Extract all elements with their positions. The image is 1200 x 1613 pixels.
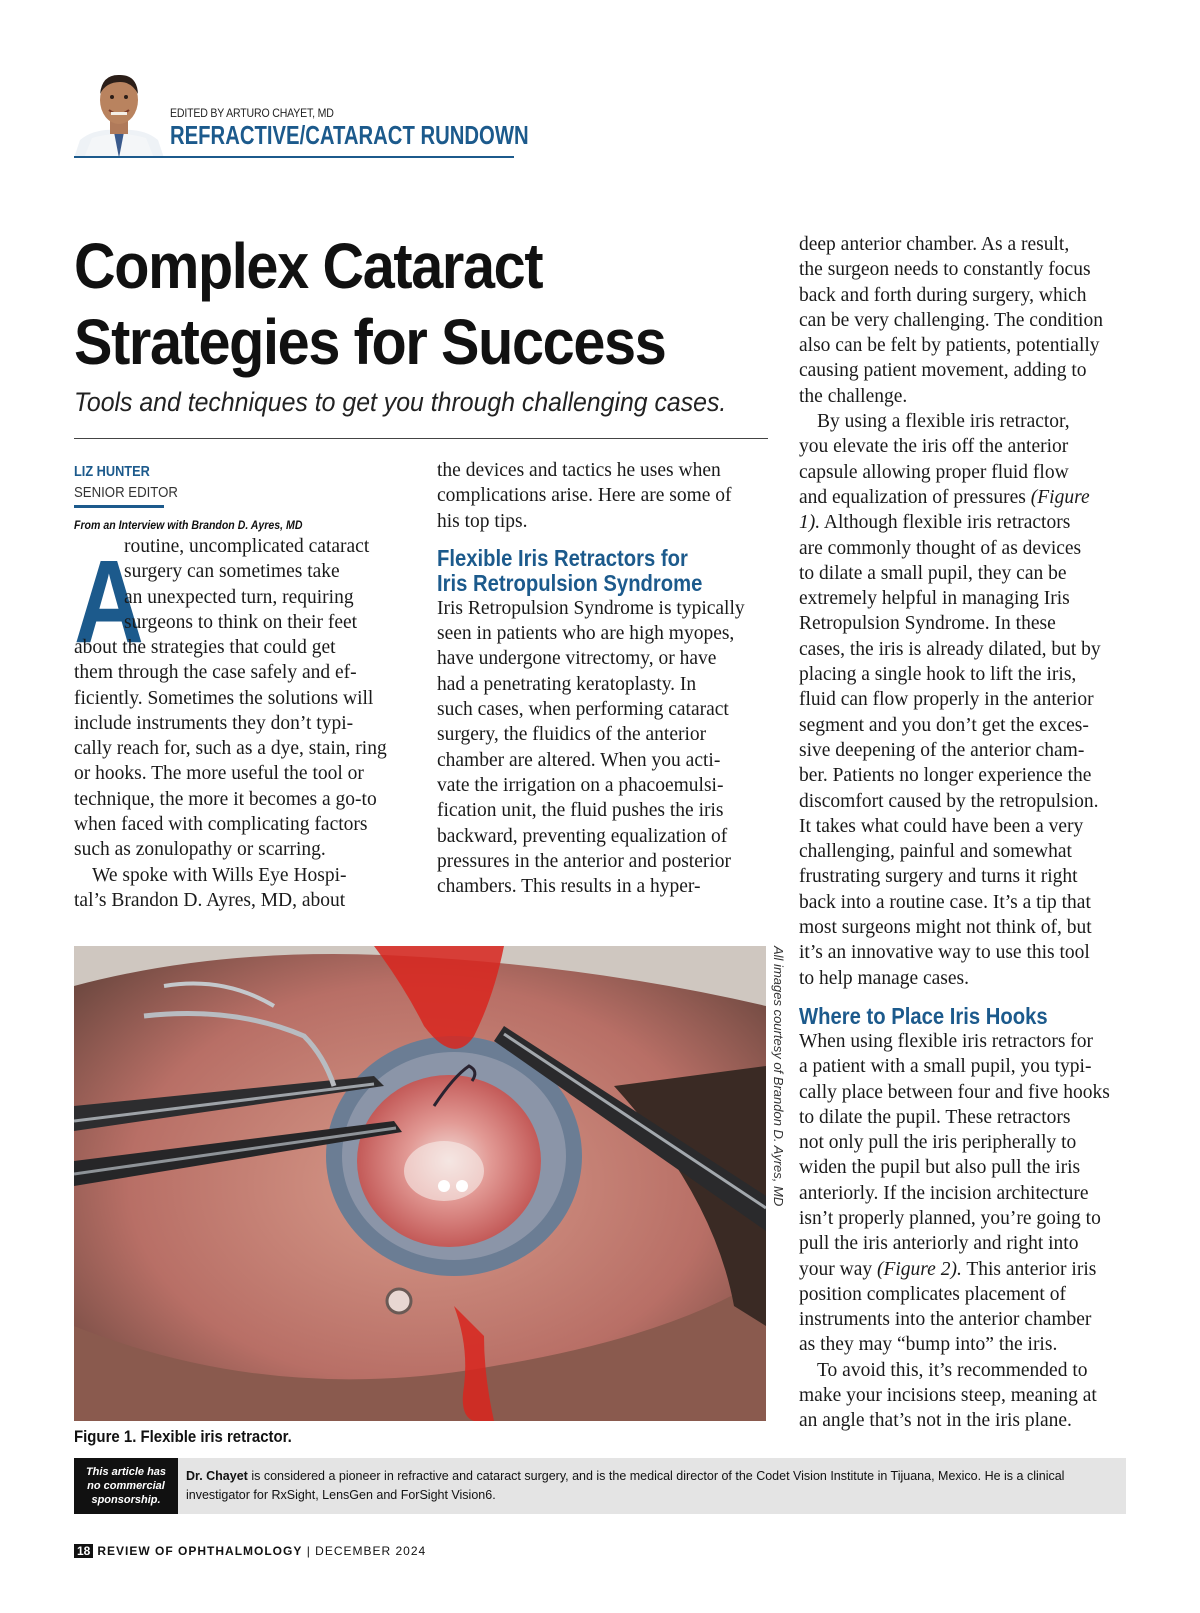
body-line: make your incisions steep, meaning at: [799, 1385, 1097, 1407]
body-line: segment and you don’t get the exces-: [799, 714, 1089, 736]
body-line: it’s an innovative way to use this tool: [799, 942, 1090, 964]
body-line: sive deepening of the anterior cham-: [799, 739, 1085, 761]
body-line: you elevate the iris off the anterior: [799, 436, 1069, 458]
body-line: when faced with complicating factors: [74, 814, 368, 836]
sponsorship-line-3: sponsorship.: [91, 1494, 161, 1506]
heading-line-2: Iris Retropulsion Syndrome: [437, 569, 703, 596]
body-line: cases, the iris is already dilated, but by: [799, 638, 1101, 660]
author-name: LIZ HUNTER: [74, 463, 150, 480]
credit-text: All images courtesy of Brandon D. Ayres, MD: [771, 946, 786, 1207]
body-line: frustrating surgery and turns it right: [799, 866, 1078, 888]
body-line: chamber are altered. When you acti-: [437, 749, 721, 771]
body-line: ber. Patients no longer experience the: [799, 765, 1092, 787]
body-line: To avoid this, it’s recommended to: [817, 1359, 1088, 1381]
edited-by: EDITED BY ARTURO CHAYET, MD: [170, 106, 334, 120]
body-line: also can be felt by patients, potentially: [799, 335, 1100, 357]
body-line: an angle that’s not in the iris plane.: [799, 1410, 1072, 1432]
author-rule: [74, 505, 164, 508]
body-line: surgery, the fluidics of the anterior: [437, 724, 707, 746]
sponsorship-line-1: This article has: [85, 1466, 167, 1478]
body-line: isn’t properly planned, you’re going to: [799, 1207, 1101, 1229]
body-line: surgery can sometimes take: [124, 561, 340, 583]
article-subtitle: Tools and techniques to get you through challenging cases.: [74, 387, 727, 417]
publication-name: REVIEW OF OPHTHALMOLOGY: [97, 1544, 303, 1558]
body-line: fication unit, the fluid pushes the iris: [437, 800, 724, 822]
figure-1-caption: Figure 1. Flexible iris retractor.: [74, 1427, 292, 1446]
editor-bio-text: is considered a pioneer in refractive and cataract surgery, and is the medical director of the Codet Vision Institute in Tijuana, Mexico. He is a clinical investigator for RxSight, LensGen and ForSight Vision6.: [186, 1469, 1065, 1502]
section-heading-retractors: [437, 546, 708, 596]
body-line: It takes what could have been a very: [799, 815, 1084, 837]
figure-1-image: [74, 946, 766, 1421]
interview-note: From an Interview with Brandon D. Ayres, MD: [74, 518, 303, 532]
body-line: an unexpected turn, requiring: [124, 586, 354, 608]
article-title: [74, 228, 704, 380]
body-line: By using a flexible iris retractor,: [817, 411, 1070, 433]
body-line: seen in patients who are high myopes,: [437, 623, 735, 645]
body-line: his top tips.: [437, 510, 528, 532]
heading-line-1: Flexible Iris Retractors for: [437, 544, 688, 571]
body-line: had a penetrating keratoplasty. In: [437, 673, 697, 695]
body-line: about the strategies that could get: [74, 637, 336, 658]
editor-portrait: [74, 70, 164, 158]
body-column-3: [799, 232, 1110, 1434]
title-line-2: Strategies for Success: [74, 306, 666, 378]
body-column-1-wrap: [124, 534, 369, 635]
body-line: most surgeons might not think of, but: [799, 917, 1092, 939]
body-line: a patient with a small pupil, you typi-: [799, 1056, 1092, 1078]
figure-1-ref-cont: 1).: [799, 512, 821, 534]
sponsorship-note: [74, 1458, 178, 1514]
text-fragment: and equalization of pressures: [799, 486, 1031, 508]
body-column-2: [437, 458, 745, 899]
body-line: can be very challenging. The condition: [799, 309, 1103, 331]
body-line: as they may “bump into” the iris.: [799, 1334, 1058, 1356]
body-line: back and forth during surgery, which: [799, 284, 1087, 306]
body-line: or hooks. The more useful the tool or: [74, 763, 364, 785]
body-line-fig1: [799, 485, 1110, 510]
body-line: pressures in the anterior and posterior: [437, 850, 732, 872]
sponsorship-line-2: no commercial: [87, 1480, 165, 1492]
body-line: vate the irrigation on a phacoemulsi-: [437, 774, 724, 796]
body-line: chambers. This results in a hyper-: [437, 876, 701, 898]
text-fragment: This anterior iris: [961, 1258, 1097, 1280]
body-line: Iris Retropulsion Syndrome is typically: [437, 597, 745, 619]
body-line: include instruments they don’t typi-: [74, 712, 354, 734]
body-line: discomfort caused by the retropulsion.: [799, 790, 1099, 812]
text-fragment: your way: [799, 1258, 877, 1280]
body-line-fig1b: [799, 510, 1110, 535]
body-line: have undergone vitrectomy, or have: [437, 648, 717, 670]
body-line: back into a routine case. It’s a tip that: [799, 891, 1091, 913]
body-line: not only pull the iris peripherally to: [799, 1132, 1077, 1154]
body-line: pull the iris anteriorly and right into: [799, 1233, 1079, 1255]
image-credit: [770, 946, 790, 1206]
body-line: ficiently. Sometimes the solutions will: [74, 687, 374, 709]
body-line: them through the case safely and ef-: [74, 662, 357, 684]
section-heading-hooks: Where to Place Iris Hooks: [799, 1002, 1048, 1029]
body-line: routine, uncomplicated cataract: [124, 536, 370, 557]
author-role: SENIOR EDITOR: [74, 484, 178, 501]
body-line: surgeons to think on their feet: [124, 611, 358, 633]
body-line: causing patient movement, adding to: [799, 360, 1087, 382]
body-line: placing a single hook to lift the iris,: [799, 664, 1077, 686]
body-line: Retropulsion Syndrome. In these: [799, 613, 1056, 635]
body-line: the challenge.: [799, 385, 908, 407]
body-line: are commonly thought of as devices: [799, 537, 1082, 559]
text-fragment: Although flexible iris retractors: [820, 512, 1071, 534]
figure-2-ref: (Figure 2).: [876, 1258, 962, 1280]
figure-1-ref: (Figure: [1030, 486, 1090, 508]
editor-bio: [186, 1467, 1116, 1505]
body-line: widen the pupil but also pull the iris: [799, 1157, 1081, 1179]
body-line: anteriorly. If the incision architecture: [799, 1182, 1089, 1204]
body-column-1: [74, 635, 387, 913]
body-line: challenging, painful and somewhat: [799, 841, 1072, 863]
body-line-fig2: [799, 1257, 1110, 1282]
column-name: REFRACTIVE/CATARACT RUNDOWN: [170, 120, 529, 150]
body-line: instruments into the anterior chamber: [799, 1309, 1092, 1331]
body-line: deep anterior chamber. As a result,: [799, 234, 1070, 255]
editor-name: Dr. Chayet: [186, 1469, 248, 1483]
body-line: to dilate a small pupil, they can be: [799, 562, 1067, 584]
body-line: the surgeon needs to constantly focus: [799, 259, 1091, 281]
body-line: such as zonulopathy or scarring.: [74, 839, 326, 861]
body-line: technique, the more it becomes a go-to: [74, 788, 377, 810]
body-line: cally place between four and five hooks: [799, 1081, 1110, 1103]
body-line: When using flexible iris retractors for: [799, 1030, 1094, 1052]
body-line: backward, preventing equalization of: [437, 825, 728, 847]
body-line: extremely helpful in managing Iris: [799, 588, 1070, 610]
title-rule: [74, 438, 768, 439]
footer-separator: |: [302, 1544, 316, 1558]
body-line: fluid can flow properly in the anterior: [799, 689, 1094, 711]
body-line: complications arise. Here are some of: [437, 485, 732, 507]
disclosure-bar: [74, 1458, 1126, 1514]
page-footer: [74, 1544, 426, 1558]
body-line: We spoke with Wills Eye Hospi-: [92, 864, 347, 886]
body-line: to help manage cases.: [799, 967, 970, 989]
column-header: [74, 70, 529, 158]
body-line: position complicates placement of: [799, 1283, 1066, 1305]
page-number: 18: [74, 1544, 93, 1558]
body-line: to dilate the pupil. These retractors: [799, 1106, 1071, 1128]
body-line: such cases, when performing cataract: [437, 699, 729, 721]
drop-cap: A: [74, 536, 144, 668]
body-line: the devices and tactics he uses when: [437, 460, 721, 481]
body-line: cally reach for, such as a dye, stain, ring: [74, 738, 387, 760]
body-line: capsule allowing proper fluid flow: [799, 461, 1069, 483]
body-line: tal’s Brandon D. Ayres, MD, about: [74, 889, 346, 911]
issue-date: DECEMBER 2024: [315, 1544, 427, 1558]
title-line-1: Complex Cataract: [74, 230, 543, 302]
header-rule: [74, 156, 514, 158]
